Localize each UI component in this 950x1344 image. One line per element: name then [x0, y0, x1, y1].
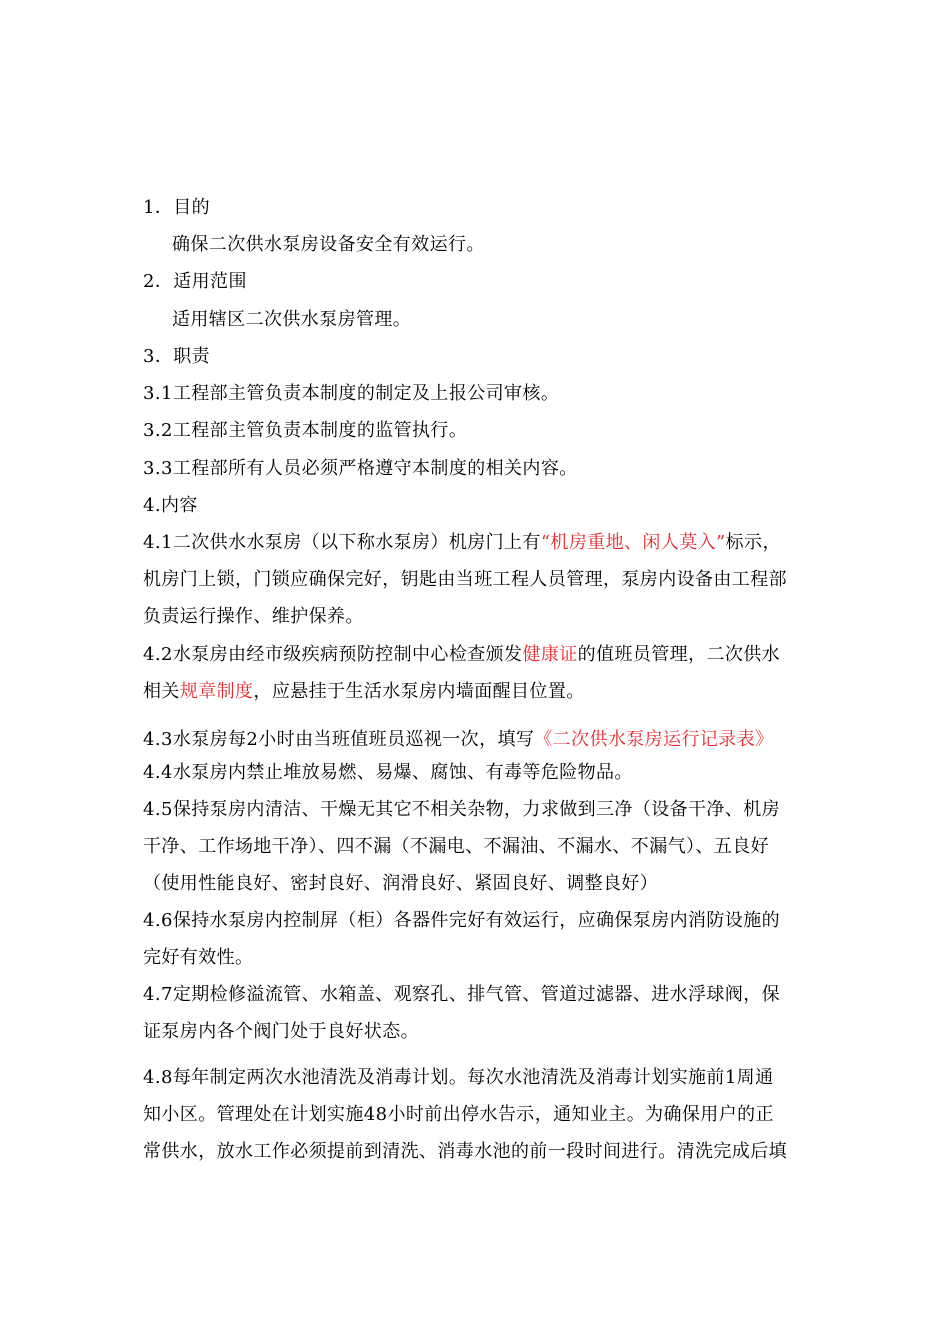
- section-4-7-line-2: 证泵房内各个阀门处于良好状态。: [143, 1021, 419, 1042]
- section-3-1: 3.1工程部主管负责本制度的制定及上报公司审核。: [143, 383, 560, 404]
- section-4-2-text: 4.2水泵房由经市级疾病预防控制中心检查颁发: [143, 644, 523, 665]
- section-1-heading: 1．目的: [143, 197, 211, 218]
- section-2-body: 适用辖区二次供水泵房管理。: [172, 309, 412, 330]
- section-4-5-line-2: 干净、工作场地干净）、四不漏（不漏电、不漏油、不漏水、不漏气）、五良好: [143, 836, 769, 857]
- section-4-heading: 4.内容: [143, 495, 198, 516]
- section-4-5-line-1: 4.5保持泵房内清洁、干燥无其它不相关杂物，力求做到三净（设备干净、机房: [143, 799, 781, 820]
- section-3-heading: 3．职责: [143, 346, 211, 367]
- section-4-4: 4.4水泵房内禁止堆放易燃、易爆、腐蚀、有毒等危险物品。: [143, 762, 633, 783]
- section-4-3-text: 4.3水泵房每2小时由当班值班员巡视一次，填写: [143, 729, 535, 750]
- section-4-2-prefix: 相关: [143, 681, 180, 702]
- section-4-6-line-2: 完好有效性。: [143, 947, 254, 968]
- section-4-7-line-1: 4.7定期检修溢流管、水箱盖、观察孔、排气管、管道过滤器、进水浮球阀，保: [143, 984, 781, 1005]
- section-1-body: 确保二次供水泵房设备安全有效运行。: [172, 234, 485, 255]
- section-4-2-text-cont: 的值班员管理，二次供水: [577, 644, 781, 665]
- section-4-1-line-3: 负责运行操作、维护保养。: [143, 606, 364, 627]
- section-3-3: 3.3工程部所有人员必须严格遵守本制度的相关内容。: [143, 458, 578, 479]
- section-2-heading: 2．适用范围: [143, 271, 247, 292]
- section-4-1-sign-text: “机房重地、闲人莫入”: [540, 532, 726, 553]
- section-4-5-line-3: （使用性能良好、密封良好、润滑良好、紧固良好、调整良好）: [143, 873, 659, 894]
- section-4-1-line-1: [143, 531, 823, 555]
- section-4-1-text: 4.1二次供水水泵房（以下称水泵房）机房门上有: [143, 532, 541, 553]
- section-4-2-health-cert: 健康证: [522, 644, 578, 665]
- section-4-8-line-1: 4.8每年制定两次水池清洗及消毒计划。每次水池清洗及消毒计划实施前1周通: [143, 1067, 774, 1088]
- section-4-3: [143, 728, 823, 752]
- section-4-1-line-2: 机房门上锁，门锁应确保完好，钥匙由当班工程人员管理，泵房内设备由工程部: [143, 569, 787, 590]
- section-4-2-regulations: 规章制度: [179, 681, 254, 702]
- section-4-8-line-2: 知小区。管理处在计划实施48小时前出停水告示，通知业主。为确保用户的正: [143, 1104, 774, 1125]
- section-3-2: 3.2工程部主管负责本制度的监管执行。: [143, 420, 468, 441]
- section-4-1-suffix: 标示，: [725, 532, 781, 553]
- section-4-8-line-3: 常供水，放水工作必须提前到清洗、消毒水池的前一段时间进行。清洗完成后填: [143, 1141, 787, 1162]
- section-4-3-record-form: 《二次供水泵房运行记录表》: [534, 729, 774, 750]
- section-4-2-suffix: ，应悬挂于生活水泵房内墙面醒目位置。: [253, 681, 585, 702]
- section-4-2-line-2: [143, 680, 823, 704]
- section-4-6-line-1: 4.6保持水泵房内控制屏（柜）各器件完好有效运行，应确保泵房内消防设施的: [143, 910, 781, 931]
- section-4-2-line-1: [143, 643, 823, 667]
